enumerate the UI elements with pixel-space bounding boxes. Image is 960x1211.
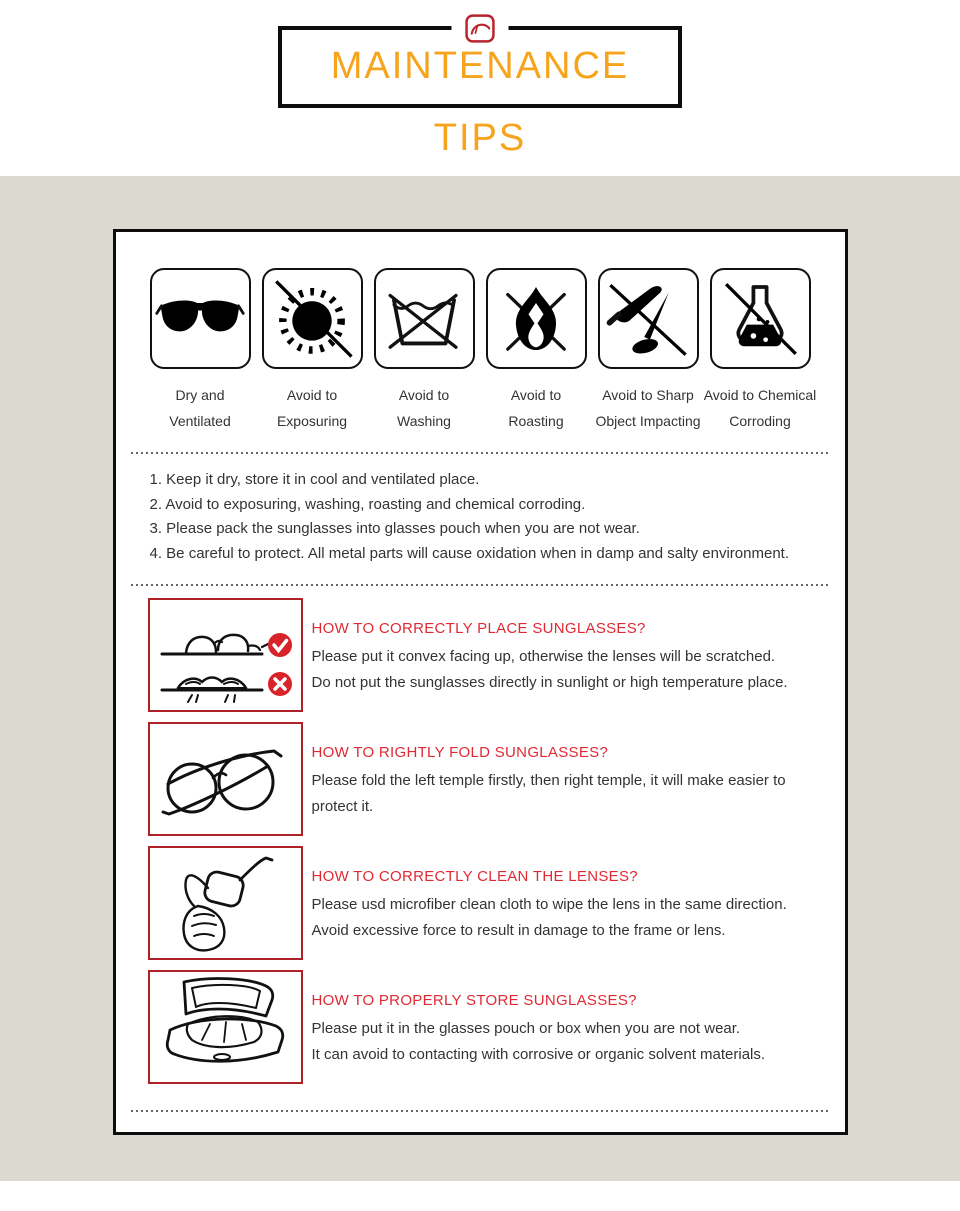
top-band: [0, 26, 960, 176]
care-item-no-chemicals: [703, 268, 817, 434]
care-label-line2: Washing: [397, 413, 451, 429]
section-line: Please put it in the glasses pouch or box when you are not wear.: [311, 1020, 741, 1037]
sunglasses-sketch-icon: [452, 13, 509, 44]
maintenance-tips-header: [278, 26, 682, 159]
care-label-line1: Avoid to: [510, 387, 562, 403]
washing-crossed-icon: [374, 268, 475, 369]
care-label-line1: Avoid to Sharp: [602, 387, 694, 403]
dotted-separator: [131, 584, 830, 586]
care-label-line2: Corroding: [729, 413, 791, 429]
content-panel: [0, 176, 960, 1181]
section-fold-sunglasses: [148, 722, 813, 836]
care-item-dry-ventilated: [150, 268, 251, 434]
page-title: MAINTENANCE TIPS: [330, 45, 630, 159]
care-item-no-exposure: [262, 268, 363, 434]
tip-item: 1. Keep it dry, store it in cool and ventilated place.: [149, 471, 480, 488]
tip-item: 2. Avoid to exposuring, washing, roasting and chemical corroding.: [149, 495, 586, 513]
tip-item: 4. Be careful to protect. All metal parts will cause oxidation when in damp and salty environment.: [149, 544, 789, 562]
sun-crossed-icon: [262, 268, 363, 369]
care-label-line2: Exposuring: [276, 413, 348, 429]
section-title: HOW TO CORRECTLY PLACE SUNGLASSES?: [311, 620, 646, 637]
care-item-no-roasting: [486, 268, 587, 434]
clean-lenses-illustration: [148, 846, 303, 960]
dotted-separator: [131, 452, 830, 454]
section-title: HOW TO PROPERLY STORE SUNGLASSES?: [311, 992, 637, 1009]
maintenance-card: [113, 229, 848, 1135]
care-label-line1: Avoid to: [398, 387, 450, 403]
care-label-line2: Object Impacting: [595, 413, 701, 429]
section-clean-lenses: [148, 846, 813, 960]
care-tips-list: [150, 468, 813, 566]
place-sunglasses-illustration: [148, 598, 303, 712]
how-to-sections: [148, 598, 813, 1084]
section-place-sunglasses: [148, 598, 813, 712]
dotted-separator: [131, 1110, 830, 1112]
fold-sunglasses-illustration: [148, 722, 303, 836]
chemical-flask-crossed-icon: [710, 268, 811, 369]
care-icons-row: [148, 268, 817, 434]
care-label-line1: Avoid to: [286, 387, 338, 403]
section-line: Please usd microfiber clean cloth to wipe the lens in the same direction.: [311, 896, 787, 913]
section-line: Avoid excessive force to result in damage to the frame or lens.: [311, 922, 726, 939]
flame-crossed-icon: [486, 268, 587, 369]
care-item-no-sharp-objects: [595, 268, 701, 434]
tip-item: 3. Please pack the sunglasses into glasses pouch when you are not wear.: [149, 520, 640, 537]
section-store-sunglasses: [148, 970, 813, 1084]
section-line: Please fold the left temple firstly, then right temple, it will make easier to protect it.: [311, 772, 786, 815]
section-title: HOW TO CORRECTLY CLEAN THE LENSES?: [311, 868, 638, 885]
section-title: HOW TO RIGHTLY FOLD SUNGLASSES?: [311, 744, 609, 761]
store-sunglasses-illustration: [148, 970, 303, 1084]
sharp-object-crossed-icon: [598, 268, 699, 369]
care-label-line1: Dry and: [175, 387, 225, 403]
care-label-line1: Avoid to Chemical: [703, 387, 817, 403]
sunglasses-icon: [150, 268, 251, 369]
care-label-line2: Ventilated: [169, 413, 231, 429]
care-item-no-washing: [374, 268, 475, 434]
section-line: Please put it convex facing up, otherwise the lenses will be scratched.: [311, 648, 776, 665]
care-label-line2: Roasting: [508, 413, 564, 429]
section-line: Do not put the sunglasses directly in sunlight or high temperature place.: [311, 674, 788, 691]
section-line: It can avoid to contacting with corrosive or organic solvent materials.: [311, 1046, 766, 1063]
